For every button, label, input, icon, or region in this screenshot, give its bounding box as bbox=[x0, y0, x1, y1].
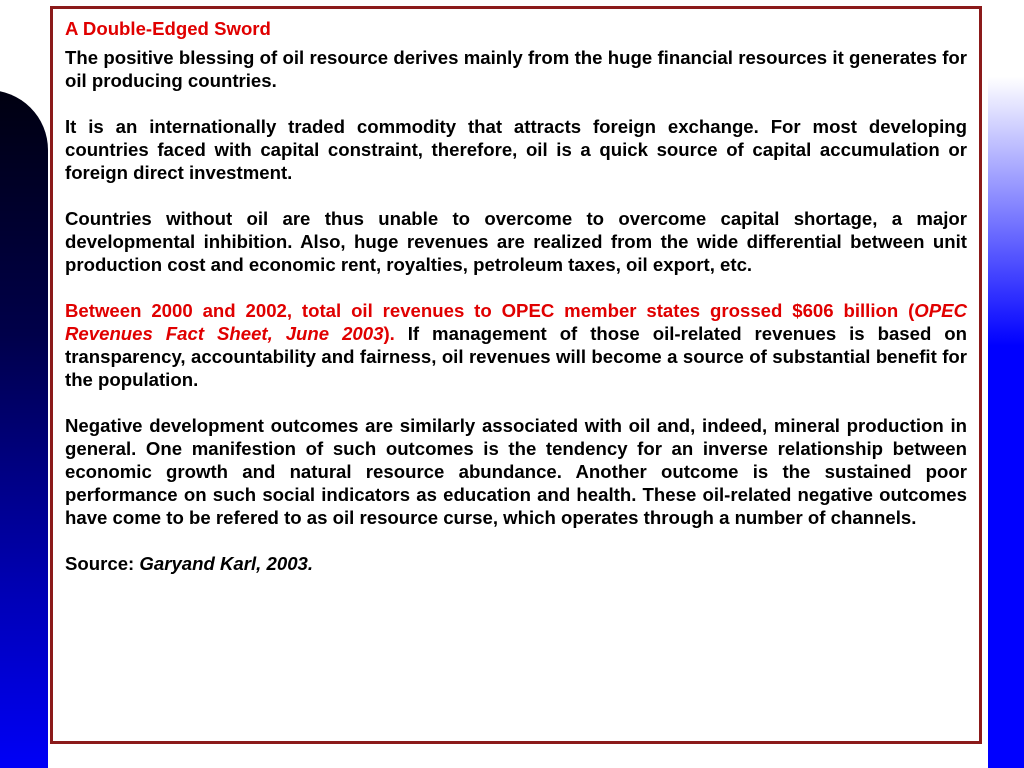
opec-highlight-end: ). bbox=[383, 323, 395, 344]
source-citation: Garyand Karl, 2003. bbox=[139, 553, 314, 574]
opec-paragraph-rest: If management of those oil-related revenues is based on transparency, accountability and fairness, oil revenues will become a source of substantial benefit for the population. bbox=[65, 323, 967, 390]
paragraph-opec-revenues bbox=[65, 299, 967, 391]
slide-title: A Double-Edged Sword bbox=[65, 18, 271, 39]
paragraph-foreign-exchange: It is an internationally traded commodity that attracts foreign exchange. For most developing countries faced with capital constraint, therefore, oil is a quick source of capital accumulation or foreign direct investment. bbox=[65, 116, 967, 183]
right-gradient-bar bbox=[988, 0, 1024, 768]
right-decorative-band bbox=[984, 0, 1024, 768]
left-gradient-curve bbox=[0, 90, 48, 768]
content-box bbox=[50, 6, 982, 744]
source-line bbox=[65, 552, 967, 575]
opec-highlight-start: Between 2000 and 2002, total oil revenues to OPEC member states grossed $606 billion ( bbox=[65, 300, 915, 321]
source-label: Source: bbox=[65, 553, 140, 574]
paragraph-negative-outcomes: Negative development outcomes are similarly associated with oil and, indeed, mineral production in general. One manifestion of such outcomes is the tendency for an inverse relationship between economic growth and natural resource abundance. Another outcome is the sustained poor performance on such social indicators as education and health. These oil-related negative outcomes have come to be refered to as oil resource curse, which operates through a number of channels. bbox=[65, 415, 967, 528]
paragraph-capital-shortage: Countries without oil are thus unable to overcome to overcome capital shortage, a major developmental inhibition. Also, huge revenues are realized from the wide differential between unit production cost and economic rent, royalties, petroleum taxes, oil export, etc. bbox=[65, 208, 967, 275]
left-decorative-band bbox=[0, 0, 48, 768]
paragraph-financial-resources: The positive blessing of oil resource derives mainly from the huge financial resources it generates for oil producing countries. bbox=[65, 47, 967, 91]
opec-citation: OPEC Revenues Fact Sheet, June 2003 bbox=[65, 300, 967, 344]
